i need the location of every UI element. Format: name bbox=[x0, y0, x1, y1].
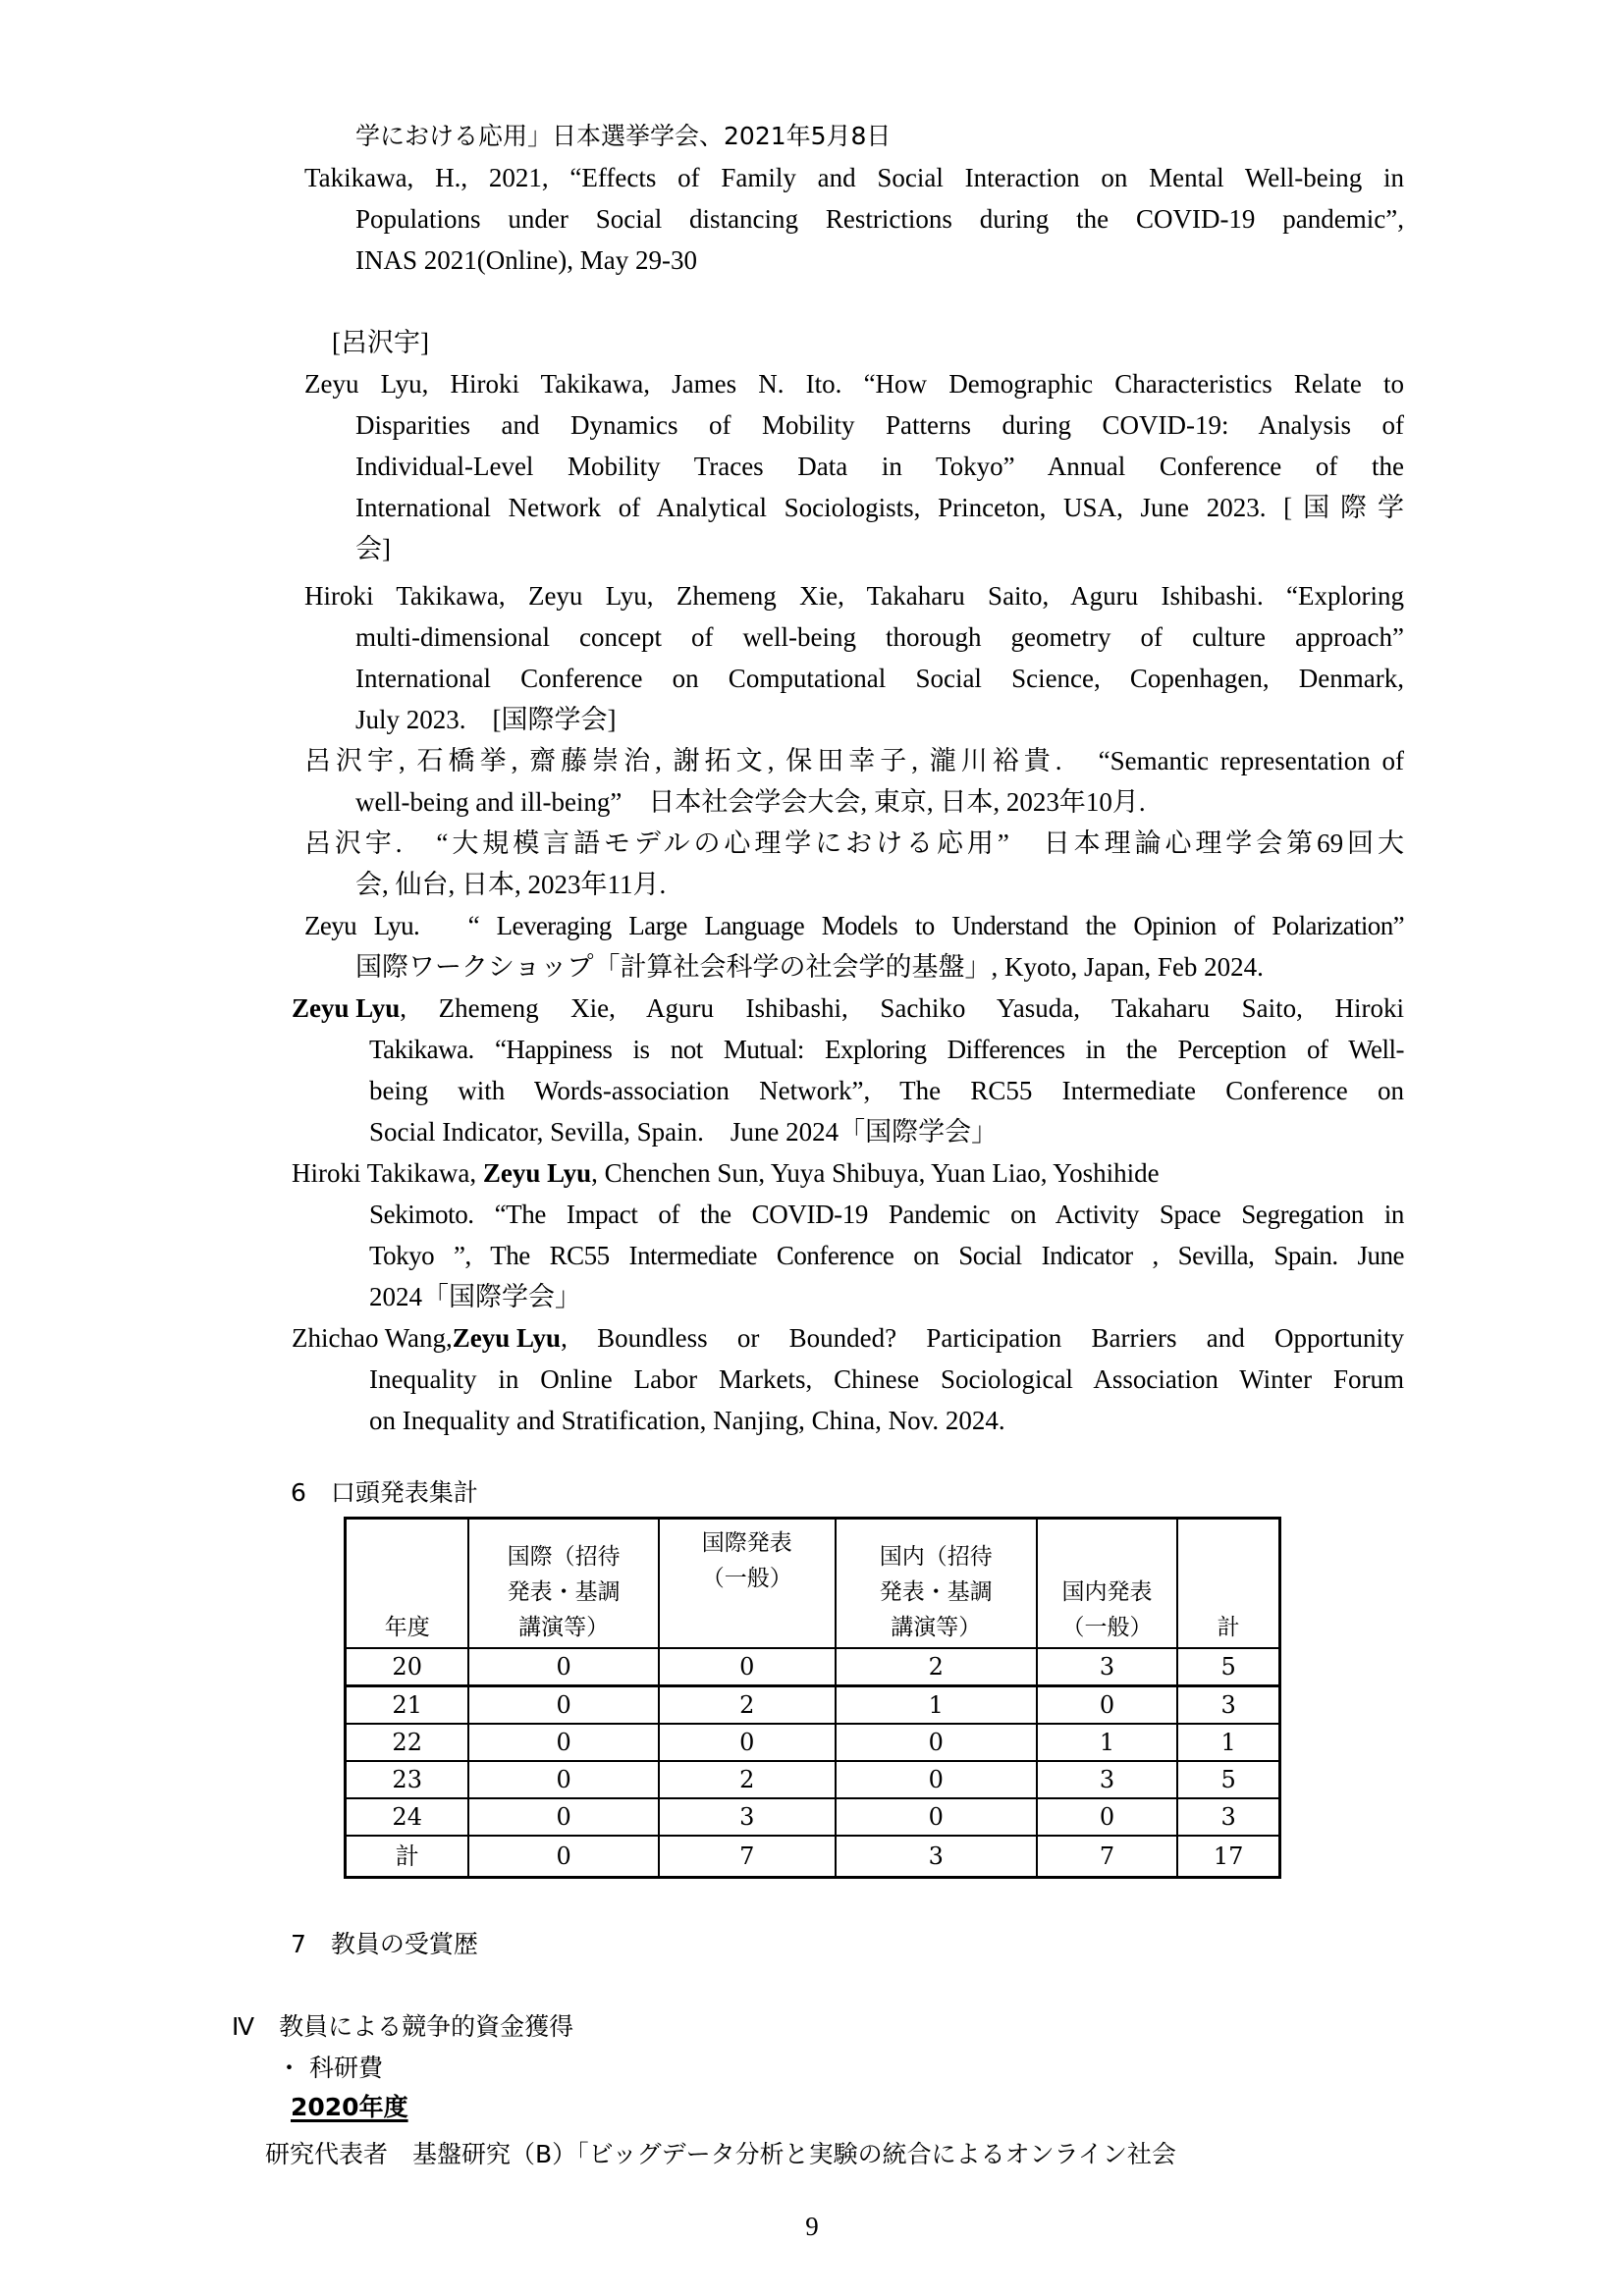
count-cell: 7 bbox=[659, 1836, 836, 1878]
count-cell: 0 bbox=[1037, 1686, 1177, 1725]
count-cell: 1 bbox=[1177, 1724, 1279, 1761]
reference-line: 会, 仙台, 日本, 2023年11月. bbox=[355, 870, 667, 899]
count-cell: 3 bbox=[836, 1836, 1037, 1878]
oral-presentation-summary-table bbox=[344, 1517, 1281, 1879]
reference-line: 2024「国際学会」 bbox=[369, 1282, 581, 1311]
reference-line: 国際ワークショップ「計算社会科学の社会学的基盤」, Kyoto, Japan, Feb 2024. bbox=[355, 952, 1264, 982]
reference-line: Social Indicator, Sevilla, Spain. June 2024「国際学会」 bbox=[369, 1117, 999, 1147]
reference-line: International Network of Analytical Sociologists, Princeton, USA, June 2023. [国際学 bbox=[355, 493, 1404, 522]
reference-line: Sekimoto. “The Impact of the COVID-19 Pandemic on Activity Space Segregation in bbox=[369, 1200, 1404, 1229]
section-7-title: 7 教員の受賞歴 bbox=[291, 1930, 478, 1958]
reference-line: Takikawa. “Happiness is not Mutual: Exploring Differences in the Perception of Well- bbox=[369, 1035, 1404, 1064]
count-cell: 2 bbox=[659, 1761, 836, 1798]
kakenhi-bullet: ・ 科研費 bbox=[277, 2054, 383, 2082]
reference-line: Zeyu Lyu , Zhemeng Xie, Aguru Ishibashi, Sachiko Yasuda, Takaharu Saito, Hiroki bbox=[292, 988, 1404, 1029]
count-cell: 0 bbox=[468, 1836, 658, 1878]
count-cell: 17 bbox=[1177, 1836, 1279, 1878]
table-header-row bbox=[346, 1519, 1280, 1649]
reference-line: Hiroki Takikawa, Zeyu Lyu, Zhemeng Xie, Takaharu Saito, Aguru Ishibashi. “Exploring bbox=[304, 581, 1404, 611]
header-fiscal-year: 年度 bbox=[346, 1519, 469, 1649]
section-4-title: Ⅳ 教員による競争的資金獲得 bbox=[232, 2012, 574, 2041]
table-row bbox=[346, 1761, 1280, 1798]
table-row bbox=[346, 1686, 1280, 1725]
reference-line: well-being and ill-being” 日本社会学会大会, 東京, 日本, 2023年10月. bbox=[355, 787, 1146, 817]
header-domestic-general: 国内発表 （一般） bbox=[1037, 1519, 1177, 1649]
year-cell: 24 bbox=[346, 1798, 469, 1836]
highlighted-author: Zeyu Lyu bbox=[292, 993, 401, 1023]
reference-line: International Conference on Computational Social Science, Copenhagen, Denmark, bbox=[355, 664, 1404, 693]
section-6-title: 6 口頭発表集計 bbox=[291, 1478, 478, 1507]
header-domestic-invited: 国内（招待 発表・基調 講演等） bbox=[836, 1519, 1037, 1649]
count-cell: 0 bbox=[468, 1761, 658, 1798]
count-cell: 3 bbox=[1037, 1648, 1177, 1686]
count-cell: 5 bbox=[1177, 1761, 1279, 1798]
highlighted-author: Zeyu Lyu bbox=[482, 1158, 592, 1188]
count-cell: 3 bbox=[1177, 1686, 1279, 1725]
year-cell: 計 bbox=[346, 1836, 469, 1878]
reference-line: Disparities and Dynamics of Mobility Patterns during COVID-19: Analysis of bbox=[355, 410, 1404, 440]
year-heading-2020: 2020年度 bbox=[291, 2093, 408, 2121]
reference-line: on Inequality and Stratification, Nanjing, China, Nov. 2024. bbox=[369, 1406, 1005, 1435]
count-cell: 0 bbox=[836, 1798, 1037, 1836]
reference-line: 呂沢宇. “大規模言語モデルの心理学における応用” 日本理論心理学会第69回大 bbox=[304, 828, 1404, 858]
reference-line: Takikawa, H., 2021, “Effects of Family and Social Interaction on Mental Well-being in bbox=[304, 163, 1404, 192]
count-cell: 0 bbox=[836, 1724, 1037, 1761]
count-cell: 3 bbox=[659, 1798, 836, 1836]
reference-line: July 2023. [国際学会] bbox=[355, 705, 617, 734]
count-cell: 1 bbox=[1037, 1724, 1177, 1761]
reference-line: Tokyo ”, The RC55 Intermediate Conference on Social Indicator , Sevilla, Spain. June bbox=[369, 1241, 1404, 1270]
count-cell: 0 bbox=[468, 1798, 658, 1836]
header-intl-general: 国際発表 （一般） bbox=[659, 1519, 836, 1649]
reference-line: multi-dimensional concept of well-being thorough geometry of culture approach” bbox=[355, 622, 1404, 652]
year-cell: 21 bbox=[346, 1686, 469, 1725]
reference-line: Inequality in Online Labor Markets, Chinese Sociological Association Winter Forum bbox=[369, 1364, 1404, 1394]
count-cell: 0 bbox=[1037, 1798, 1177, 1836]
count-cell: 0 bbox=[468, 1648, 658, 1686]
continuation-line: 学における応用」日本選挙学会、2021年5月8日 bbox=[355, 122, 892, 150]
reference-line: 呂沢宇, 石橋挙, 齋藤崇治, 謝拓文, 保田幸子, 瀧川裕貴. “Semantic representation of bbox=[304, 746, 1404, 775]
count-cell: 0 bbox=[659, 1648, 836, 1686]
table-row bbox=[346, 1798, 1280, 1836]
author-section-label: [呂沢宇] bbox=[332, 328, 429, 357]
count-cell: 5 bbox=[1177, 1648, 1279, 1686]
count-cell: 3 bbox=[1177, 1798, 1279, 1836]
count-cell: 0 bbox=[468, 1724, 658, 1761]
header-intl-invited: 国際（招待 発表・基調 講演等） bbox=[468, 1519, 658, 1649]
header-total: 計 bbox=[1177, 1519, 1279, 1649]
year-cell: 23 bbox=[346, 1761, 469, 1798]
highlighted-author: Zeyu Lyu bbox=[452, 1323, 562, 1353]
reference-line: Zeyu Lyu, Hiroki Takikawa, James N. Ito. “How Demographic Characteristics Relate to bbox=[304, 369, 1404, 399]
count-cell: 1 bbox=[836, 1686, 1037, 1725]
reference-line: INAS 2021(Online), May 29-30 bbox=[355, 245, 697, 275]
table-total-row bbox=[346, 1836, 1280, 1878]
count-cell: 0 bbox=[468, 1686, 658, 1725]
reference-line: being with Words-association Network”, The RC55 Intermediate Conference on bbox=[369, 1076, 1404, 1105]
grant-line: 研究代表者 基盤研究（B）「ビッグデータ分析と実験の統合によるオンライン社会 bbox=[265, 2140, 1176, 2168]
reference-line: Individual-Level Mobility Traces Data in Tokyo” Annual Conference of the bbox=[355, 452, 1404, 481]
reference-line: Populations under Social distancing Restrictions during the COVID-19 pandemic”, bbox=[355, 204, 1404, 234]
table-row bbox=[346, 1724, 1280, 1761]
reference-line: Hiroki Takikawa, Zeyu Lyu, Chenchen Sun, Yuya Shibuya, Yuan Liao, Yoshihide bbox=[292, 1158, 1160, 1188]
count-cell: 2 bbox=[659, 1686, 836, 1725]
count-cell: 2 bbox=[836, 1648, 1037, 1686]
year-cell: 20 bbox=[346, 1648, 469, 1686]
page-number: 9 bbox=[805, 2212, 819, 2241]
count-cell: 7 bbox=[1037, 1836, 1177, 1878]
reference-line: Zeyu Lyu. “ Leveraging Large Language Models to Understand the Opinion of Polarization” bbox=[304, 911, 1404, 940]
reference-line: Zhichao Wang, Zeyu Lyu , Boundless or Bounded? Participation Barriers and Opportunity bbox=[292, 1317, 1404, 1359]
count-cell: 0 bbox=[836, 1761, 1037, 1798]
count-cell: 0 bbox=[659, 1724, 836, 1761]
year-cell: 22 bbox=[346, 1724, 469, 1761]
table-row bbox=[346, 1648, 1280, 1686]
reference-line: 会] bbox=[355, 534, 391, 563]
count-cell: 3 bbox=[1037, 1761, 1177, 1798]
